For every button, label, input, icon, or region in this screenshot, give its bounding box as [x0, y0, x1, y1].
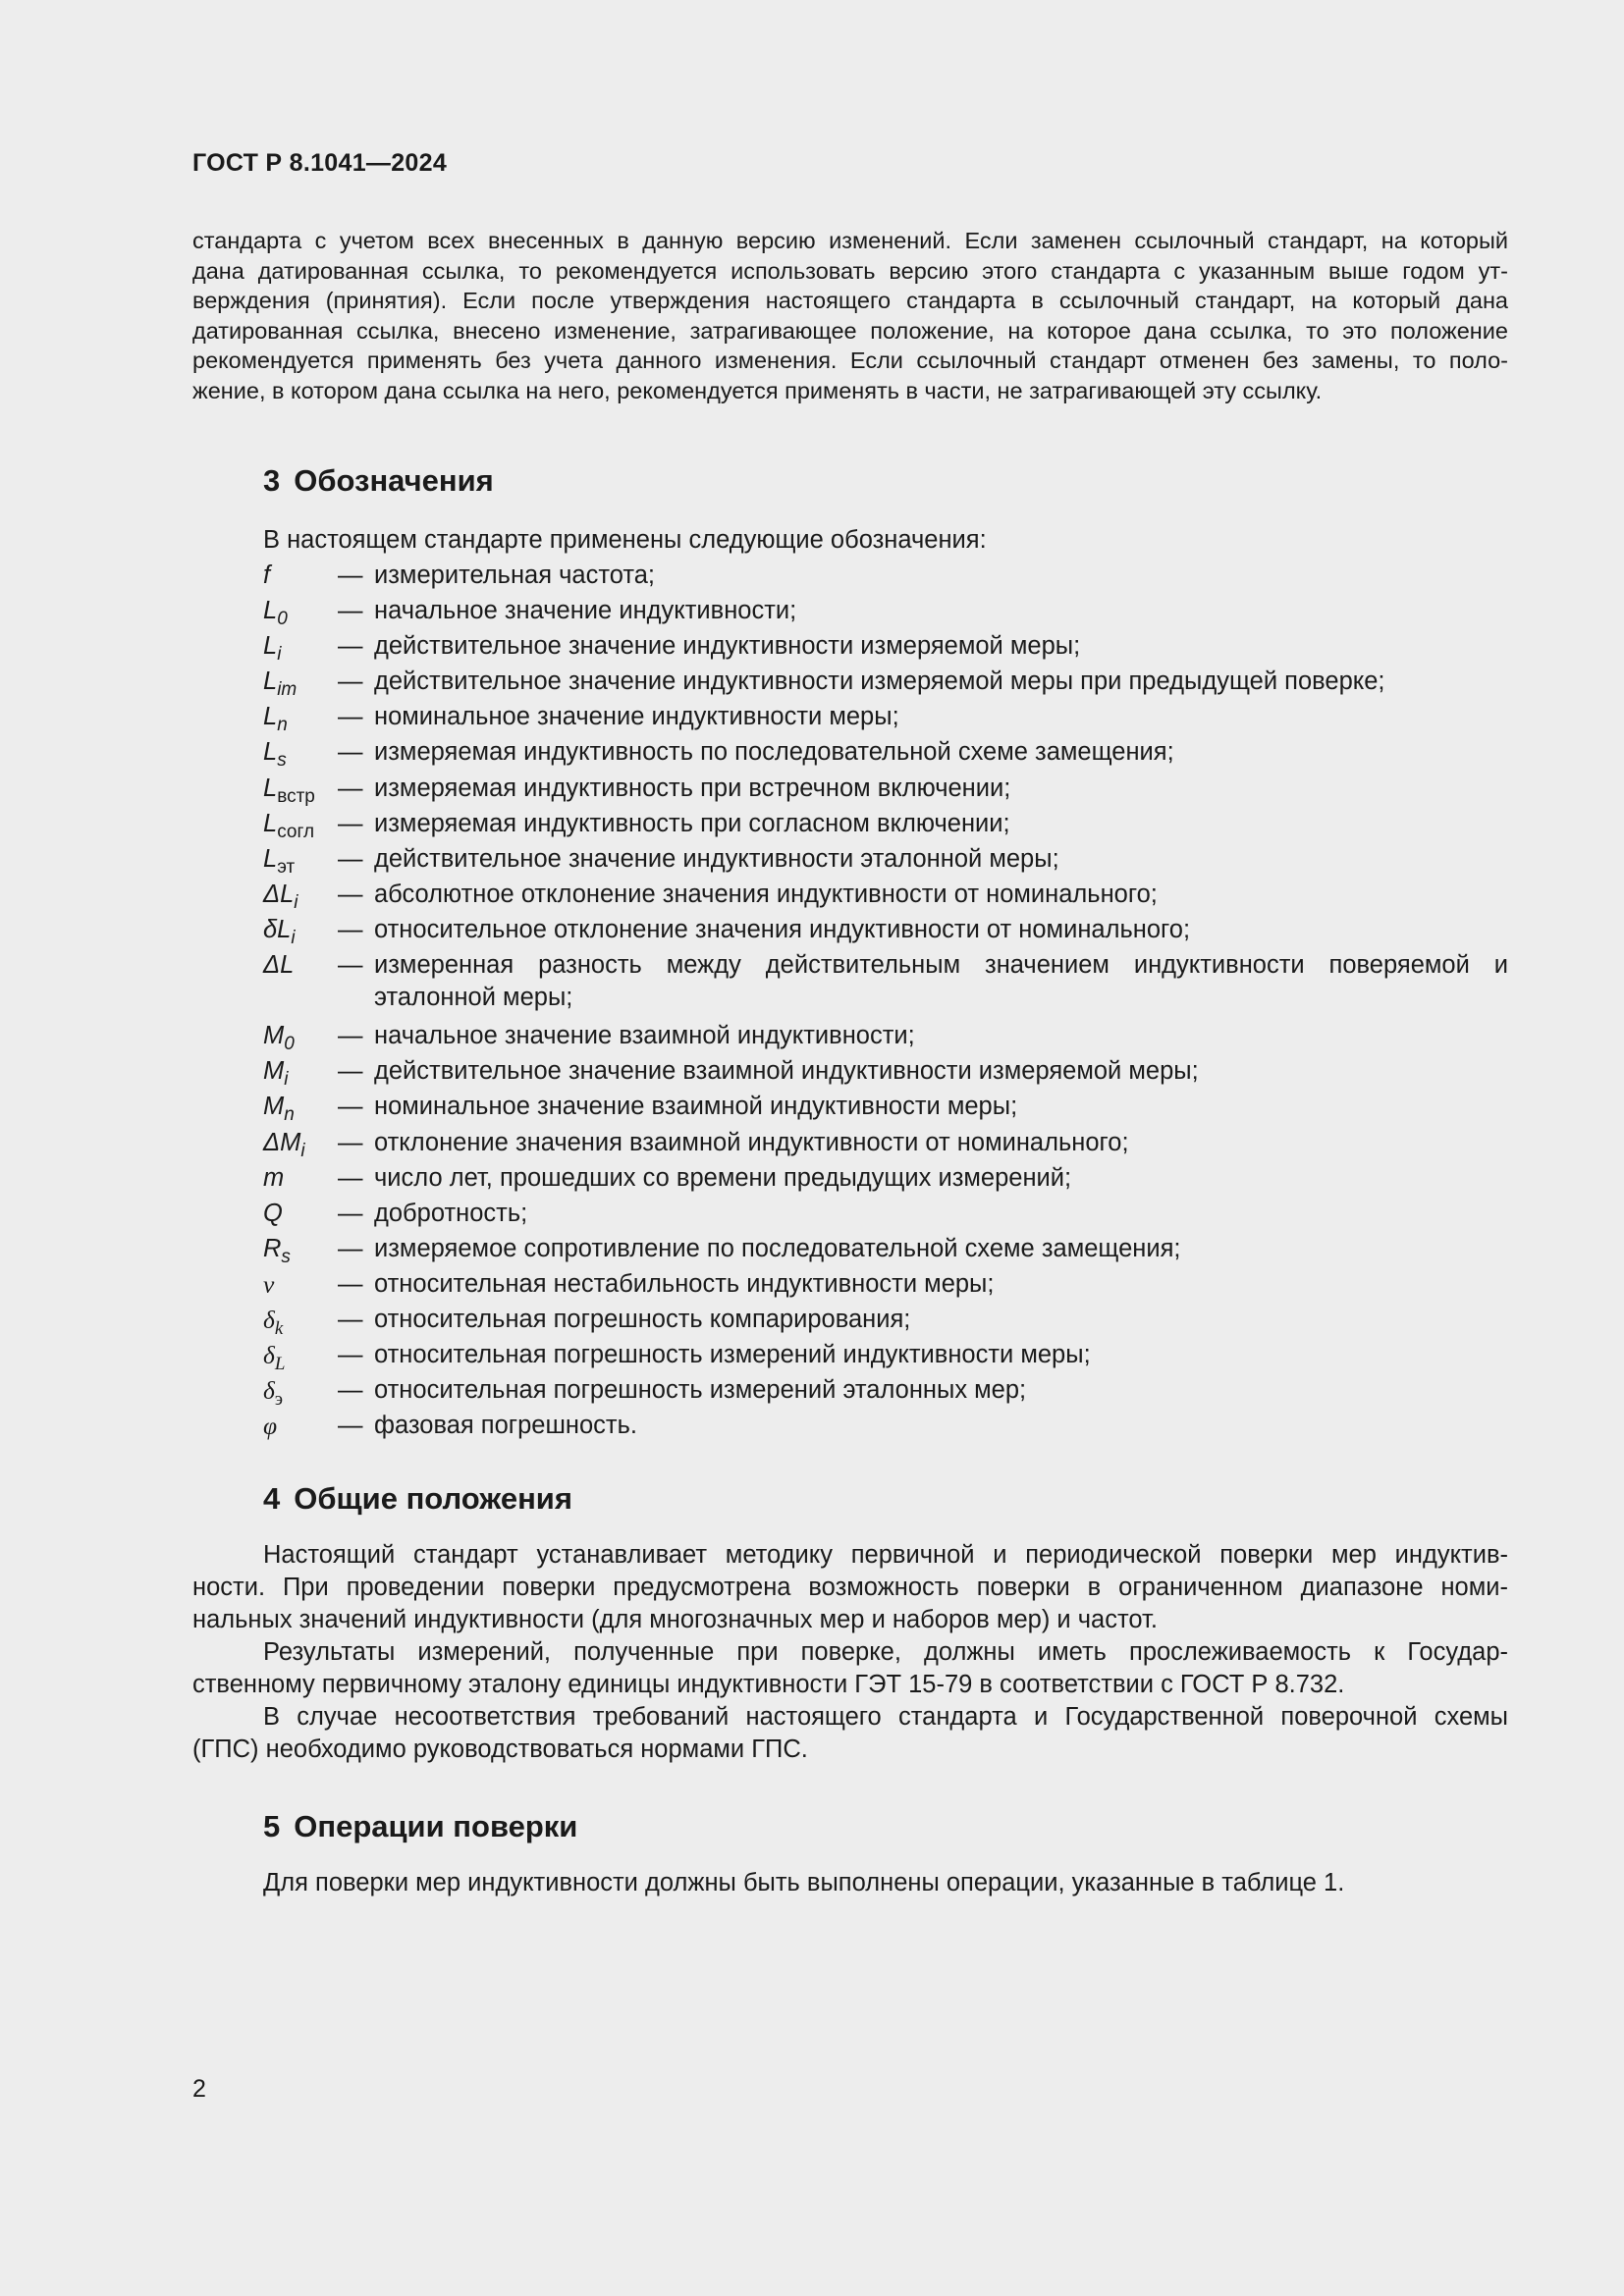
- symbol-base: L: [263, 738, 278, 767]
- definition-text: фазовая погрешность.: [374, 1412, 637, 1440]
- definition-text: относительная погрешность измерений индуктивности меры;: [374, 1341, 1091, 1369]
- paragraph-line: ственному первичному эталону единицы индуктивности ГЭТ 15-79 в соответствии с ГОСТ Р 8.732.: [192, 1671, 1345, 1698]
- symbol: [263, 666, 332, 701]
- symbol-subscript: s: [277, 750, 287, 772]
- symbol-subscript: i: [277, 644, 282, 666]
- definition-dash: —: [338, 1376, 363, 1405]
- intro-line: стандарта с учетом всех внесенных в данную версию изменений. Если заменен ссылочный стандарт, на который: [192, 228, 1508, 253]
- symbol-base: M: [263, 1022, 285, 1050]
- paragraph-line: В случае несоответствия требований настоящего стандарта и Государственной поверочной схемы: [263, 1703, 1508, 1731]
- definition-row: [263, 736, 1508, 772]
- symbol-base: δ: [263, 1341, 275, 1370]
- definition-row: [263, 879, 1508, 914]
- definition-dash: —: [338, 597, 363, 625]
- symbol: [263, 1304, 332, 1339]
- document-code-header: ГОСТ Р 8.1041—2024: [192, 149, 448, 177]
- definition-dash: —: [338, 667, 363, 696]
- section-3-lead: В настоящем стандарте применены следующие обозначения:: [263, 526, 987, 554]
- symbol-base: ΔM: [263, 1128, 301, 1156]
- intro-line: верждения (принятия). Если после утверждения настоящего стандарта в ссылочный стандарт, на который дана: [192, 288, 1508, 313]
- definition-dash: —: [338, 1234, 363, 1262]
- intro-paragraph: [192, 226, 1508, 405]
- symbol: [263, 1162, 332, 1195]
- definition-text: добротность;: [374, 1199, 528, 1227]
- definition-dash: —: [338, 1341, 363, 1369]
- definition-text: измерительная частота;: [374, 561, 656, 589]
- symbol-subscript: i: [300, 1140, 305, 1161]
- symbol-base: L: [263, 809, 278, 837]
- definition-row: [263, 701, 1508, 736]
- definition-text: действительное значение индуктивности измеряемой меры при предыдущей поверке;: [374, 667, 1385, 696]
- paragraph-line: Настоящий стандарт устанавливает методику первичной и периодической поверки мер индуктив-: [263, 1541, 1508, 1569]
- symbol: [263, 843, 332, 876]
- definition-text: относительная нестабильность индуктивности меры;: [374, 1269, 995, 1298]
- section-title: Операции поверки: [294, 1809, 578, 1843]
- definition-text: измеряемая индуктивность при согласном включении;: [374, 809, 1010, 837]
- definition-row: [263, 773, 1508, 808]
- symbol: [263, 1268, 332, 1301]
- definition-text: отклонение значения взаимной индуктивности от номинального;: [374, 1128, 1129, 1156]
- definition-dash: —: [338, 774, 363, 802]
- definition-dash: —: [338, 1199, 363, 1227]
- definition-text: измеряемая индуктивность при встречном включении;: [374, 774, 1011, 802]
- section-number: 3: [263, 463, 281, 498]
- symbol-base: L: [263, 597, 278, 625]
- symbol: [263, 808, 332, 840]
- definition-row: [263, 808, 1508, 843]
- definition-row: [263, 1020, 1508, 1055]
- symbol: [263, 1410, 332, 1442]
- paragraph-line: нальных значений индуктивности (для многозначных мер и наборов мер) и частот.: [192, 1606, 1158, 1633]
- definition-row: [263, 1339, 1508, 1374]
- symbol: [263, 701, 332, 736]
- symbol-base: R: [263, 1234, 282, 1262]
- definition-row: [263, 1304, 1508, 1339]
- intro-line: жение, в котором дана ссылка на него, рекомендуется применять в части, не затрагивающей эту ссылку.: [192, 377, 1323, 403]
- symbol: [263, 1020, 332, 1055]
- symbol: [263, 1339, 332, 1375]
- definition-text: относительная погрешность измерений эталонных мер;: [374, 1376, 1027, 1405]
- definition-dash: —: [338, 1057, 363, 1086]
- symbol-base: M: [263, 1093, 285, 1121]
- intro-line: дана датированная ссылка, то рекомендуется использовать версию этого стандарта с указанным выше годом ут-: [192, 257, 1508, 284]
- section-5-lead: Для поверки мер индуктивности должны быть выполнены операции, указанные в таблице 1.: [263, 1869, 1345, 1896]
- definition-dash: —: [338, 632, 363, 661]
- symbol-subscript: согл: [277, 821, 315, 842]
- symbol: [263, 1198, 332, 1230]
- symbol-base: ΔL: [263, 951, 295, 980]
- definition-row: [263, 1127, 1508, 1162]
- definition-row: [263, 666, 1508, 701]
- symbol: [263, 1374, 332, 1411]
- symbol: [263, 560, 332, 592]
- definition-dash: —: [338, 1128, 363, 1156]
- symbol-subscript: 0: [284, 1034, 295, 1055]
- symbol-subscript: L: [274, 1354, 286, 1375]
- definition-text: действительное значение индуктивности измеряемой меры;: [374, 632, 1081, 661]
- definition-text-line: эталонной меры;: [374, 984, 573, 1012]
- symbol-base: L: [263, 667, 278, 696]
- definition-text: начальное значение индуктивности;: [374, 597, 797, 625]
- definition-dash: —: [338, 1022, 363, 1050]
- section-number: 5: [263, 1809, 281, 1843]
- definition-row: [263, 1162, 1508, 1198]
- definitions-list: [263, 560, 1508, 1445]
- symbol: [263, 1091, 332, 1126]
- symbol-subscript: n: [284, 1104, 295, 1126]
- definition-dash: —: [338, 951, 363, 980]
- definition-dash: —: [338, 809, 363, 837]
- definition-dash: —: [338, 561, 363, 589]
- symbol-subscript: 0: [277, 609, 288, 630]
- definition-row: [263, 949, 1508, 1020]
- paragraph-line: Результаты измерений, полученные при поверке, должны иметь прослеживаемость к Государ-: [263, 1638, 1508, 1666]
- symbol-base: L: [263, 632, 278, 661]
- symbol-subscript: im: [277, 679, 298, 701]
- section-title: Общие положения: [294, 1481, 572, 1516]
- symbol-subscript: k: [274, 1317, 284, 1339]
- definition-dash: —: [338, 1269, 363, 1298]
- symbol-base: ΔL: [263, 880, 295, 908]
- symbol-subscript: встр: [277, 785, 315, 807]
- definition-text: абсолютное отклонение значения индуктивности от номинального;: [374, 880, 1158, 908]
- symbol-subscript: i: [284, 1069, 289, 1091]
- symbol-base: L: [263, 844, 278, 873]
- definition-text: относительное отклонение значения индуктивности от номинального;: [374, 915, 1191, 943]
- definition-dash: —: [338, 738, 363, 767]
- symbol-base: f: [263, 561, 271, 589]
- symbol-subscript: s: [281, 1246, 291, 1267]
- definition-text: начальное значение взаимной индуктивности;: [374, 1022, 915, 1050]
- symbol-base: L: [263, 703, 278, 731]
- section-4-heading: [263, 1481, 572, 1517]
- symbol-base: M: [263, 1057, 285, 1086]
- definition-row: [263, 1091, 1508, 1126]
- symbol: [263, 879, 332, 911]
- definition-text: действительное значение взаимной индуктивности измеряемой меры;: [374, 1057, 1199, 1086]
- symbol: [263, 1233, 332, 1265]
- definition-text: [374, 949, 1508, 1014]
- definition-text: измеряемая индуктивность по последовательной схеме замещения;: [374, 738, 1174, 767]
- symbol: [263, 773, 332, 805]
- definition-row: [263, 1055, 1508, 1091]
- intro-line: датированная ссылка, внесено изменение, затрагивающее положение, на которое дана ссылка, то это положение: [192, 317, 1508, 344]
- definition-dash: —: [338, 1412, 363, 1440]
- intro-line: рекомендуется применять без учета данного изменения. Если ссылочный стандарт отменен без замены, то поло-: [192, 347, 1508, 373]
- symbol: [263, 736, 332, 772]
- definition-row: [263, 914, 1508, 949]
- page-number: 2: [192, 2075, 206, 2103]
- symbol-base: φ: [263, 1412, 278, 1441]
- definition-row: [263, 1268, 1508, 1304]
- symbol: [263, 630, 332, 666]
- definition-dash: —: [338, 880, 363, 908]
- definition-dash: —: [338, 1093, 363, 1121]
- section-4-paragraph: [192, 1539, 1508, 1766]
- symbol: [263, 1127, 332, 1159]
- symbol: [263, 949, 332, 982]
- definition-text: номинальное значение взаимной индуктивности меры;: [374, 1093, 1018, 1121]
- symbol: [263, 914, 332, 946]
- definition-row: [263, 1410, 1508, 1445]
- definition-row: [263, 595, 1508, 630]
- symbol-subscript: i: [294, 891, 298, 913]
- definition-dash: —: [338, 844, 363, 873]
- definition-dash: —: [338, 703, 363, 731]
- definition-text: действительное значение индуктивности эталонной меры;: [374, 844, 1059, 873]
- section-3-heading: [263, 463, 494, 499]
- symbol: [263, 595, 332, 630]
- symbol-subscript: эт: [277, 856, 296, 878]
- symbol-subscript: n: [277, 715, 288, 736]
- definition-text: номинальное значение индуктивности меры;: [374, 703, 899, 731]
- symbol-base: L: [263, 774, 278, 802]
- definition-row: [263, 1374, 1508, 1410]
- symbol-base: δL: [263, 915, 292, 943]
- definition-text: измеряемое сопротивление по последовательной схеме замещения;: [374, 1234, 1181, 1262]
- symbol-subscript: i: [291, 927, 296, 948]
- paragraph-line: ности. При проведении поверки предусмотрена возможность поверки в ограниченном диапазоне номи-: [192, 1574, 1508, 1601]
- definition-text: относительная погрешность компарирования;: [374, 1305, 911, 1333]
- symbol: [263, 1055, 332, 1091]
- symbol-base: δ: [263, 1376, 275, 1406]
- symbol-base: Q: [263, 1199, 283, 1227]
- definition-text-line: измеренная разность между действительным значением индуктивности поверяемой и: [374, 951, 1508, 980]
- symbol-subscript: э: [274, 1389, 284, 1411]
- paragraph-line: (ГПС) необходимо руководствоваться нормами ГПС.: [192, 1735, 808, 1763]
- definition-row: [263, 560, 1508, 595]
- symbol-base: ν: [263, 1269, 275, 1299]
- definition-row: [263, 630, 1508, 666]
- definition-dash: —: [338, 1163, 363, 1192]
- definition-dash: —: [338, 1305, 363, 1333]
- section-number: 4: [263, 1481, 281, 1516]
- definition-dash: —: [338, 915, 363, 943]
- definition-text: число лет, прошедших со времени предыдущих измерений;: [374, 1163, 1072, 1192]
- symbol-base: δ: [263, 1305, 275, 1334]
- symbol-base: m: [263, 1163, 285, 1192]
- section-5-heading: [263, 1809, 577, 1844]
- section-title: Обозначения: [294, 463, 494, 498]
- definition-row: [263, 1233, 1508, 1268]
- definition-row: [263, 1198, 1508, 1233]
- definition-row: [263, 843, 1508, 879]
